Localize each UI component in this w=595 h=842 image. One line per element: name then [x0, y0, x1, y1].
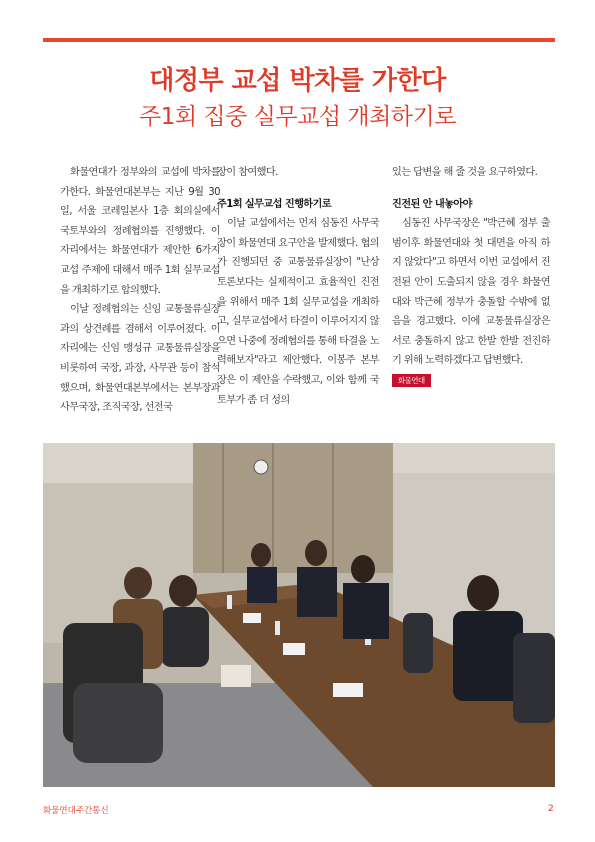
page-number: 2: [548, 804, 554, 814]
paragraph: 화물연대가 정부와의 교섭에 박차를 가한다. 화물연대본부는 지난 9월 30일, 서울 코레일본사 1층 회의실에서 국토부와의 정례협의를 진행했다. 이 자리에서는 화물연대가 제안한 6가지 교섭 주제에 대해서 매주 1회 실무교섭을 개최하기로 합의했다.: [60, 167, 220, 296]
article-column-2: [217, 163, 379, 410]
section-heading: 주1회 실무교섭 진행하기로: [217, 198, 332, 210]
source-stamp: 화물연대: [392, 374, 431, 387]
article-column-1: [60, 163, 220, 418]
paragraph: 심동진 사무국장은 "박근혜 정부 출범이후 화물연대와 첫 대면을 아직 하지 않았다"고 하면서 이번 교섭에서 진전된 안이 도출되지 않을 경우 화물연대와 박근혜 정부가 충돌할 수밖에 없음을 경고했다. 이에 교통물류실장은 서로 충돌하지 않고 한발 한발 전진하기 위해 노력하겠다고 답변했다.: [392, 218, 550, 367]
paragraph: 이날 정례협의는 신임 교통물류실장과의 상견례를 겸해서 이루어졌다. 이 자리에는 신임 맹성규 교통물류실장을 비롯하여 국장, 과장, 사무관 등이 참석했으며, 화물연대본부에서는 본부장과 사무국장, 조직국장, 선전국: [60, 304, 220, 414]
page-title: 대정부 교섭 박차를 가한다: [149, 66, 446, 96]
paragraph: 이날 교섭에서는 먼저 심동진 사무국장이 화물연대 요구안을 발제했다. 협의가 진행되던 중 교통물류실장이 "난상토론보다는 실제적이고 효율적인 진전을 위해서 매주 1회 실무교섭을 개최하고, 실무교섭에서 타결이 이루어지지 않으면 나중에 정례협의를 통해 타결을 노력해보자"라고 제안했다. 이봉주 본부장은 이 제안을 수락했고, 이와 함께 국토부가 좀 더 성의: [217, 218, 379, 406]
paragraph: 있는 답변을 해 줄 것을 요구하였다.: [392, 167, 538, 178]
article-column-3: [392, 163, 550, 391]
top-accent-bar: [43, 38, 555, 42]
meeting-photo: [43, 443, 555, 787]
paragraph: 장이 참여했다.: [217, 167, 278, 178]
section-heading: 진전된 안 내놓아야: [392, 198, 472, 210]
publication-name: 화물연대주간통신: [43, 806, 109, 816]
page-subtitle: 주1회 집중 실무교섭 개최하기로: [139, 104, 456, 130]
